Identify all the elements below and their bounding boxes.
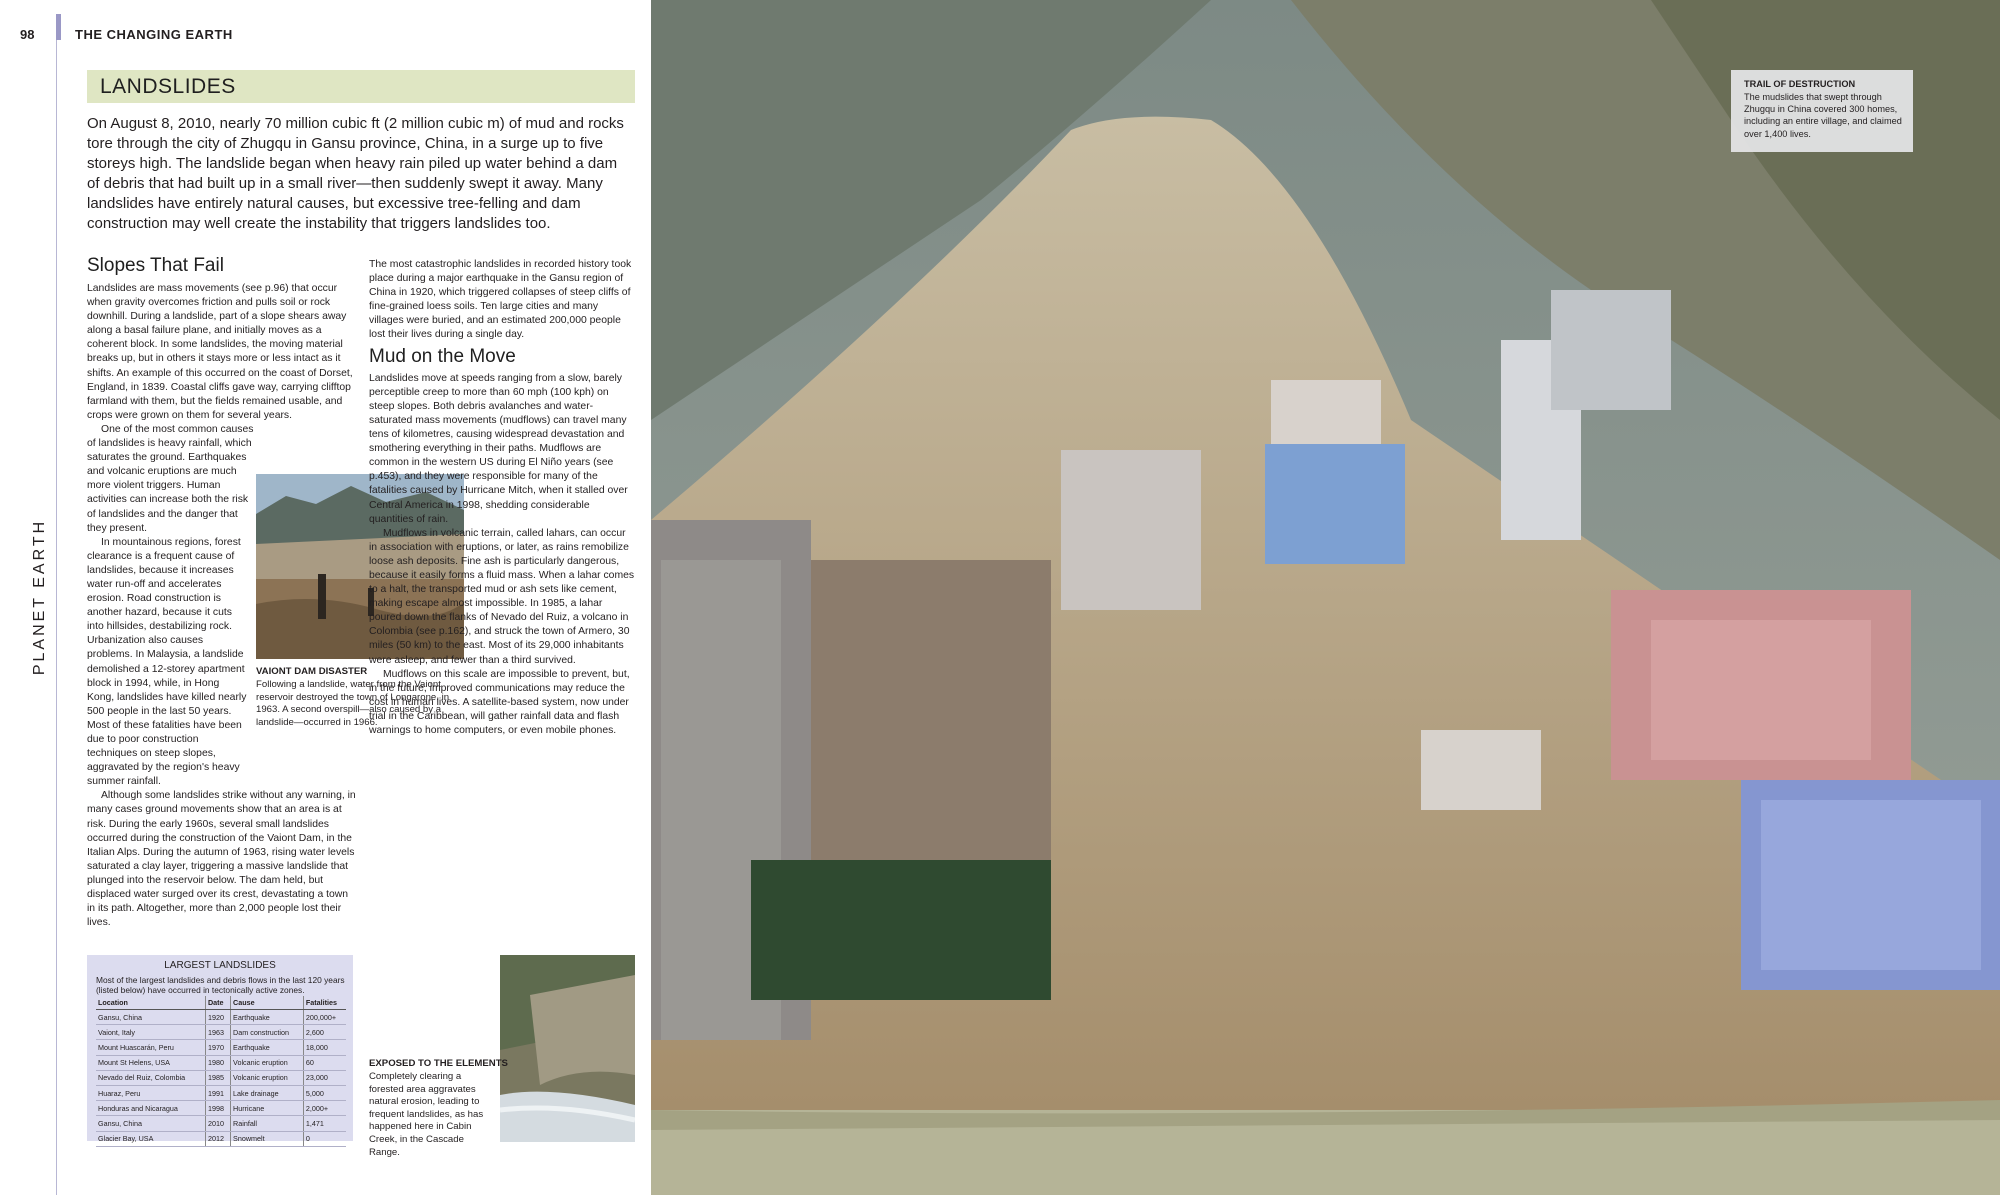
table-cell: 5,000 — [303, 1085, 346, 1100]
table-cell: Mount St Helens, USA — [96, 1055, 205, 1070]
intro-paragraph: On August 8, 2010, nearly 70 million cubic ft (2 million cubic m) of mud and rocks tore through the city of Zhugqu in Gansu province, China, in a surge up to five storeys high. The landslide began when heavy rain piled up water behind a dam of debris that had built up in a small river—then suddenly swept it away. Many landslides have entirely natural causes, but excessive tree-felling and dam construction may well create the instability that triggers landslides too. — [87, 115, 624, 232]
table-row — [96, 1101, 346, 1116]
heading-mud-on-the-move: Mud on the Move — [369, 345, 516, 367]
table-cell: Hurricane — [231, 1101, 304, 1116]
table-cell: Gansu, China — [96, 1116, 205, 1131]
zhugqu-landslide-photo — [651, 0, 2000, 1195]
table-row — [96, 1025, 346, 1040]
table-cell: Snowmelt — [231, 1131, 304, 1146]
column-header: Cause — [231, 996, 304, 1010]
table-cell: Rainfall — [231, 1116, 304, 1131]
table-cell: 2,600 — [303, 1025, 346, 1040]
table-cell: 23,000 — [303, 1070, 346, 1085]
elements-caption: Completely clearing a forested area aggravates natural erosion, leading to frequent landslides, as has happened here in Cabin Creek, in the Cascade Range. — [369, 1071, 484, 1158]
paragraph: One of the most common causes of landslides is heavy rainfall, which saturates the ground. Earthquakes and volcanic eruptions are much more violent triggers. Human activities can increase both the risk of landslides and the danger that they present. — [87, 423, 254, 534]
table-row — [96, 1010, 346, 1025]
table-cell: 18,000 — [303, 1040, 346, 1055]
side-label: PLANET EARTH — [31, 518, 48, 676]
table-title: LARGEST LANDSLIDES — [164, 960, 276, 971]
table-cell: Huaraz, Peru — [96, 1085, 205, 1100]
trail-caption: The mudslides that swept through Zhugqu in China covered 300 homes, including an entire village, and claimed over 1,400 lives. — [1744, 92, 1902, 139]
table-header-row — [96, 996, 346, 1010]
paragraph: Mudflows on this scale are impossible to prevent, but, in the future, improved communications may reduce the cost in human lives. A satellite-based system, now under trial in the Caribbean, will gather rainfall data and flash warnings to home computers, or even mobile phones. — [369, 668, 630, 736]
paragraph: In mountainous regions, forest clearance is a frequent cause of landslides, because it increases water run-off and accelerates erosion. Road construction is another hazard, because it cuts into hillsides, destabilizing rock. Urbanization also causes problems. In Malaysia, a landslide demolished a 12-storey apartment block in 1994, while, in Hong Kong, landslides have killed nearly 500 people in the last 50 years. Most of these fatalities have been due to poor construction techniques on steep slopes, aggravated by the region's heavy summer rainfall. — [87, 536, 247, 788]
article-title: LANDSLIDES — [100, 75, 236, 98]
table-cell: Earthquake — [231, 1040, 304, 1055]
table-cell: 1998 — [205, 1101, 230, 1116]
table-cell: 1970 — [205, 1040, 230, 1055]
table-cell: 1920 — [205, 1010, 230, 1025]
page-number: 98 — [20, 27, 35, 42]
table-row — [96, 1085, 346, 1100]
table-cell: 1,471 — [303, 1116, 346, 1131]
table-cell: 1963 — [205, 1025, 230, 1040]
table-cell: Earthquake — [231, 1010, 304, 1025]
table-cell: Honduras and Nicaragua — [96, 1101, 205, 1116]
trail-caption-title: TRAIL OF DESTRUCTION — [1744, 79, 1856, 89]
table-cell: Glacier Bay, USA — [96, 1131, 205, 1146]
paragraph: Landslides are mass movements (see p.96) that occur when gravity overcomes friction and pulls soil or rock downhill. During a landslide, part of a slope shears away along a basal failure plane, and initially moves as a coherent block. In some landslides, the moving material breaks up, but in others it stays more or less intact as it shifts. An example of this occurred on the coast of Dorset, England, in 1839. Coastal cliffs gave way, carrying clifftop farmland with them, but the fields remained usable, and crops were grown on them for several years. — [87, 283, 353, 421]
table-cell: 1991 — [205, 1085, 230, 1100]
table-cell: 2,000+ — [303, 1101, 346, 1116]
table-cell: Vaiont, Italy — [96, 1025, 205, 1040]
paragraph: Although some landslides strike without any warning, in many cases ground movements show that an area is at risk. During the early 1960s, several small landslides occurred during the construction of the Vaiont Dam, in the Italian Alps. During the autumn of 1963, rising water levels saturated a clay layer, triggering a massive landslide that plunged into the reservoir below. The dam held, but displaced water surged over its crest, devastating a town in its path. Altogether, more than 2,000 people lost their lives. — [87, 790, 356, 929]
column-header: Fatalities — [303, 996, 346, 1010]
table-cell: 60 — [303, 1055, 346, 1070]
table-cell: Dam construction — [231, 1025, 304, 1040]
landslides-table — [96, 996, 346, 1147]
paragraph — [369, 372, 635, 527]
text: Landslides move at speeds ranging from a slow, barely perceptible creep to more than 60 mph (100 kph) on steep slopes. Both debris avalanches and water-saturated mass movements (mudflows) can travel many tens of kilometres, causing widespread devastation and smothering everything in their paths. Mudflows are common in the western US during El Niño years (see p.453), and they were responsible for many of the fatalities caused by Hurricane Mitch, when it stalled over Central America in 1998, shedding considerable quantities of rain. — [369, 372, 628, 525]
elements-caption-title: EXPOSED TO THE ELEMENTS — [369, 1058, 508, 1069]
table-cell: 1980 — [205, 1055, 230, 1070]
table-cell: Nevado del Ruiz, Colombia — [96, 1070, 205, 1085]
table-cell: 0 — [303, 1131, 346, 1146]
table-cell: 2010 — [205, 1116, 230, 1131]
table-subtitle: Most of the largest landslides and debris flows in the last 120 years (listed below) have occurred in tectonically active zones. — [96, 975, 345, 996]
heading-slopes-that-fail: Slopes That Fail — [87, 255, 224, 276]
table-row — [96, 1116, 346, 1131]
table-row — [96, 1055, 346, 1070]
table-cell: 200,000+ — [303, 1010, 346, 1025]
table-cell: Volcanic eruption — [231, 1070, 304, 1085]
table-row — [96, 1131, 346, 1146]
column-header: Location — [96, 996, 205, 1010]
table-cell: Lake drainage — [231, 1085, 304, 1100]
cabin-creek-photo — [500, 955, 635, 1142]
section-title: THE CHANGING EARTH — [75, 27, 233, 42]
vaiont-caption: Following a landslide, water from the Vaiont reservoir destroyed the town of Longarone, in 1963. A second overspill—also caused by a landslide—occurred in 1966. — [256, 679, 450, 728]
column-header: Date — [205, 996, 230, 1010]
table-cell: Volcanic eruption — [231, 1055, 304, 1070]
table-row — [96, 1040, 346, 1055]
table-row — [96, 1070, 346, 1085]
vaiont-caption-title: VAIONT DAM DISASTER — [256, 666, 368, 677]
paragraph: Mudflows in volcanic terrain, called lahars, can occur in association with eruptions, or later, as rains remobilize loose ash deposits. Fine ash is particularly dangerous, because it easily forms a fluid mass. When a lahar comes to a halt, the transported mud or ash sets like cement, making escape almost impossible. In 1985, a lahar poured down the flanks of Nevado del Ruiz, a volcano in Colombia (see p.162), and struck the town of Armero, 30 miles (50 km) to the east. Most of its 29,000 inhabitants were asleep, and fewer than a third survived. — [369, 527, 635, 666]
column-2 — [369, 258, 635, 738]
table-cell: 1985 — [205, 1070, 230, 1085]
table-cell: Mount Huascarán, Peru — [96, 1040, 205, 1055]
margin-rule — [56, 40, 57, 1195]
header-accent-bar — [56, 14, 61, 40]
table-cell: 2012 — [205, 1131, 230, 1146]
table-cell: Gansu, China — [96, 1010, 205, 1025]
paragraph: The most catastrophic landslides in recorded history took place during a major earthquake in the Gansu region of China in 1920, which triggered collapses of steep cliffs of fine-grained loess soils. Ten large cities and many villages were buried, and an estimated 200,000 people lost their lives during a single day. — [369, 259, 632, 341]
